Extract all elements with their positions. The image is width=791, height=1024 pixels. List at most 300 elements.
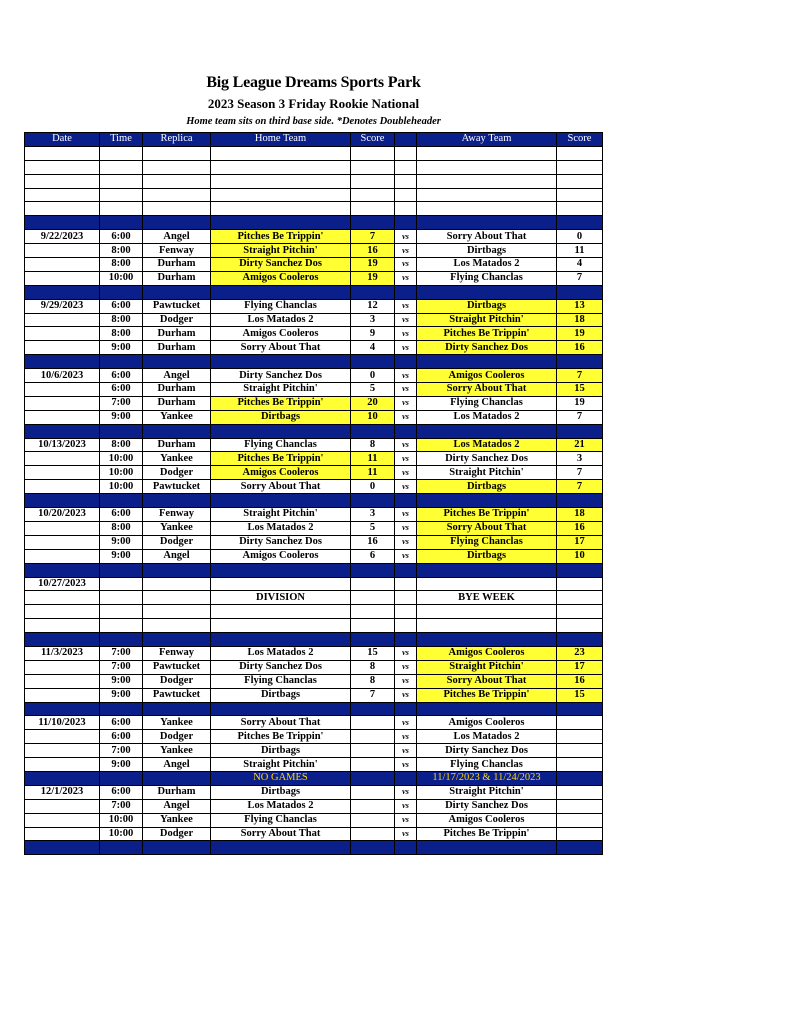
blank-cell [143,591,211,605]
away-score: 7 [557,410,603,424]
home-team: Los Matados 2 [211,799,351,813]
game-time: 8:00 [100,438,143,452]
blank-row [25,174,603,188]
game-date [25,341,100,355]
separator-cell [417,702,557,716]
game-time: 6:00 [100,785,143,799]
separator-cell [557,702,603,716]
game-time: 7:00 [100,646,143,660]
home-score: 19 [351,258,395,272]
away-team: Los Matados 2 [417,730,557,744]
col-away-score: Score [557,133,603,147]
blank-cell [100,146,143,160]
separator-cell [557,355,603,369]
home-team: Flying Chanclas [211,674,351,688]
game-date [25,758,100,772]
game-field: Durham [143,438,211,452]
game-field: Angel [143,230,211,244]
away-team: Dirty Sanchez Dos [417,452,557,466]
separator-cell [143,494,211,508]
blank-cell [351,619,395,633]
game-time: 10:00 [100,480,143,494]
away-score [557,785,603,799]
home-team: Dirtbags [211,410,351,424]
separator-cell [557,563,603,577]
vs-label: vs [395,674,417,688]
away-score: 3 [557,452,603,466]
vs-label: vs [395,549,417,563]
game-field: Yankee [143,744,211,758]
note-cell [143,771,211,785]
blank-row [25,146,603,160]
vs-label: vs [395,230,417,244]
blank-cell [351,605,395,619]
game-date [25,674,100,688]
separator-cell [143,563,211,577]
game-time: 9:00 [100,410,143,424]
home-score [351,785,395,799]
away-score: 16 [557,674,603,688]
away-score: 7 [557,480,603,494]
blank-cell [557,202,603,216]
away-score: 18 [557,313,603,327]
separator-cell [100,633,143,647]
game-row [25,744,603,758]
separator-cell [143,633,211,647]
vs-label: vs [395,327,417,341]
schedule-table [24,132,603,855]
game-row [25,369,603,383]
home-score: 19 [351,271,395,285]
home-team: Los Matados 2 [211,646,351,660]
game-field: Durham [143,271,211,285]
blank-row [25,160,603,174]
home-score: 3 [351,508,395,522]
away-team: Los Matados 2 [417,410,557,424]
separator-cell [100,563,143,577]
away-team: Flying Chanclas [417,535,557,549]
vs-label: vs [395,785,417,799]
separator-row [25,702,603,716]
away-score [557,730,603,744]
blank-row [25,619,603,633]
game-field: Yankee [143,521,211,535]
separator-cell [417,285,557,299]
blank-cell [417,605,557,619]
separator-cell [211,494,351,508]
separator-row [25,841,603,855]
away-score: 18 [557,508,603,522]
separator-cell [417,355,557,369]
game-row [25,674,603,688]
vs-label: vs [395,799,417,813]
game-time: 10:00 [100,466,143,480]
game-date [25,730,100,744]
separator-cell [143,702,211,716]
away-team: Sorry About That [417,383,557,397]
away-team: Flying Chanclas [417,396,557,410]
game-date [25,452,100,466]
blank-cell [417,146,557,160]
game-date: 9/22/2023 [25,230,100,244]
away-score: 4 [557,258,603,272]
home-score: 8 [351,660,395,674]
home-score [351,730,395,744]
blank-cell [395,146,417,160]
vs-label: vs [395,660,417,674]
note-cell [25,771,100,785]
note-cell [100,771,143,785]
game-row [25,785,603,799]
separator-cell [211,563,351,577]
separator-cell [395,355,417,369]
home-team: Sorry About That [211,716,351,730]
game-time: 6:00 [100,230,143,244]
home-score: 8 [351,674,395,688]
blank-cell [557,174,603,188]
separator-cell [395,216,417,230]
blank-cell [143,619,211,633]
separator-cell [100,285,143,299]
home-score: 15 [351,646,395,660]
game-time: 8:00 [100,258,143,272]
game-field: Durham [143,383,211,397]
away-score [557,827,603,841]
separator-cell [395,841,417,855]
separator-cell [143,285,211,299]
separator-cell [211,841,351,855]
game-date: 10/20/2023 [25,508,100,522]
home-team: Dirty Sanchez Dos [211,660,351,674]
vs-label: vs [395,813,417,827]
game-time: 8:00 [100,327,143,341]
blank-row [25,188,603,202]
separator-row [25,216,603,230]
separator-row [25,563,603,577]
blank-cell [351,146,395,160]
blank-cell [351,174,395,188]
game-date: 10/6/2023 [25,369,100,383]
game-date [25,535,100,549]
separator-cell [557,633,603,647]
page-title: Big League Dreams Sports Park [206,74,421,91]
blank-cell [25,605,100,619]
away-score: 10 [557,549,603,563]
game-date [25,327,100,341]
home-team: Flying Chanclas [211,299,351,313]
away-team: Amigos Cooleros [417,646,557,660]
blank-cell [351,591,395,605]
away-team: Dirtbags [417,480,557,494]
game-date [25,521,100,535]
vs-label: vs [395,535,417,549]
game-field: Fenway [143,244,211,258]
away-score [557,744,603,758]
blank-cell [557,160,603,174]
blank-cell [417,202,557,216]
home-team: Sorry About That [211,827,351,841]
separator-cell [351,563,395,577]
separator-cell [100,494,143,508]
col-vs [395,133,417,147]
blank-cell [211,188,351,202]
away-team: Dirtbags [417,299,557,313]
game-field: Yankee [143,716,211,730]
away-score: 7 [557,369,603,383]
schedule-body [25,146,603,854]
home-team: Dirtbags [211,744,351,758]
game-row [25,660,603,674]
game-row [25,730,603,744]
page-note: Home team sits on third base side. *Denotes Doubleheader [186,116,441,127]
away-score: 7 [557,271,603,285]
blank-row [25,202,603,216]
separator-cell [25,841,100,855]
game-time: 6:00 [100,299,143,313]
home-score: 5 [351,521,395,535]
game-row [25,480,603,494]
blank-cell [100,605,143,619]
home-score: 10 [351,410,395,424]
vs-label: vs [395,369,417,383]
home-score: 9 [351,327,395,341]
separator-cell [351,494,395,508]
blank-cell [25,188,100,202]
game-date [25,244,100,258]
away-score: 19 [557,396,603,410]
separator-cell [557,285,603,299]
away-score: 23 [557,646,603,660]
blank-cell [143,160,211,174]
game-field: Dodger [143,466,211,480]
away-team: Dirty Sanchez Dos [417,341,557,355]
home-score: 7 [351,230,395,244]
game-row [25,244,603,258]
blank-cell [395,160,417,174]
game-row [25,813,603,827]
separator-cell [417,494,557,508]
game-time: 9:00 [100,674,143,688]
blank-cell [25,160,100,174]
game-row [25,535,603,549]
away-score: 19 [557,327,603,341]
vs-label: vs [395,396,417,410]
separator-row [25,633,603,647]
game-row [25,299,603,313]
game-date [25,396,100,410]
away-team: Dirty Sanchez Dos [417,744,557,758]
game-field: Fenway [143,508,211,522]
game-field: Dodger [143,535,211,549]
separator-cell [100,841,143,855]
blank-cell [395,605,417,619]
bye-date: 10/27/2023 [25,577,100,591]
game-date [25,688,100,702]
game-time: 9:00 [100,535,143,549]
blank-cell [395,619,417,633]
home-score: 3 [351,313,395,327]
game-date [25,258,100,272]
blank-cell [351,202,395,216]
home-score: 0 [351,480,395,494]
game-time: 8:00 [100,313,143,327]
blank-cell [557,619,603,633]
home-team: Los Matados 2 [211,313,351,327]
vs-label: vs [395,271,417,285]
home-team: Amigos Cooleros [211,466,351,480]
page-subtitle: 2023 Season 3 Friday Rookie National [207,96,420,111]
header-row [25,133,603,147]
away-score: 21 [557,438,603,452]
vs-label: vs [395,244,417,258]
vs-label: vs [395,744,417,758]
blank-cell [395,188,417,202]
home-score [351,744,395,758]
away-score: 15 [557,383,603,397]
note-cell [557,771,603,785]
home-team: Flying Chanclas [211,438,351,452]
away-score [557,813,603,827]
separator-cell [211,216,351,230]
away-team: Sorry About That [417,674,557,688]
game-date [25,827,100,841]
home-score [351,813,395,827]
separator-cell [25,424,100,438]
blank-cell [417,188,557,202]
game-time: 10:00 [100,813,143,827]
bye-row [25,577,603,591]
away-team: Dirtbags [417,244,557,258]
separator-cell [211,702,351,716]
game-date: 11/3/2023 [25,646,100,660]
game-time: 10:00 [100,827,143,841]
blank-cell [351,577,395,591]
game-field: Dodger [143,313,211,327]
game-field: Yankee [143,813,211,827]
separator-cell [395,285,417,299]
home-team: Sorry About That [211,480,351,494]
home-team: Dirtbags [211,785,351,799]
separator-cell [25,563,100,577]
separator-cell [557,494,603,508]
col-home-team: Home Team [211,133,351,147]
blank-cell [211,160,351,174]
vs-label: vs [395,299,417,313]
blank-cell [417,174,557,188]
game-field: Angel [143,549,211,563]
no-games-dates: 11/17/2023 & 11/24/2023 [417,771,557,785]
separator-row [25,424,603,438]
blank-cell [100,160,143,174]
game-field: Durham [143,396,211,410]
game-row [25,327,603,341]
blank-cell [395,202,417,216]
separator-cell [143,424,211,438]
game-time: 10:00 [100,452,143,466]
away-team: Dirtbags [417,549,557,563]
vs-label: vs [395,646,417,660]
home-team: Amigos Cooleros [211,549,351,563]
blank-cell [557,146,603,160]
separator-cell [417,216,557,230]
home-team: Dirty Sanchez Dos [211,369,351,383]
blank-cell [211,619,351,633]
note-cell [351,771,395,785]
game-field: Pawtucket [143,299,211,313]
col-replica: Replica [143,133,211,147]
game-time: 6:00 [100,730,143,744]
game-date [25,383,100,397]
game-field: Angel [143,369,211,383]
game-row [25,758,603,772]
home-team: Straight Pitchin' [211,758,351,772]
blank-cell [557,605,603,619]
game-field: Dodger [143,827,211,841]
separator-cell [100,355,143,369]
blank-cell [143,202,211,216]
bye-row [25,591,603,605]
separator-cell [395,702,417,716]
game-time: 8:00 [100,521,143,535]
separator-row [25,285,603,299]
game-field: Dodger [143,730,211,744]
separator-cell [395,424,417,438]
game-row [25,549,603,563]
game-date [25,466,100,480]
home-score: 6 [351,549,395,563]
vs-label: vs [395,383,417,397]
game-field: Durham [143,258,211,272]
home-score [351,758,395,772]
separator-cell [211,355,351,369]
away-team: Sorry About That [417,230,557,244]
separator-cell [417,424,557,438]
away-team: Pitches Be Trippin' [417,508,557,522]
blank-cell [417,619,557,633]
game-row [25,521,603,535]
separator-cell [25,355,100,369]
game-time: 6:00 [100,383,143,397]
game-time: 9:00 [100,341,143,355]
separator-cell [351,216,395,230]
separator-row [25,355,603,369]
game-row [25,396,603,410]
away-team: Pitches Be Trippin' [417,827,557,841]
home-team: Flying Chanclas [211,813,351,827]
game-field: Pawtucket [143,480,211,494]
game-row [25,410,603,424]
blank-cell [143,146,211,160]
game-row [25,827,603,841]
blank-cell [417,577,557,591]
game-row [25,452,603,466]
separator-cell [143,216,211,230]
blank-cell [100,188,143,202]
vs-label: vs [395,688,417,702]
game-date [25,813,100,827]
separator-cell [417,841,557,855]
col-home-score: Score [351,133,395,147]
away-team: Pitches Be Trippin' [417,327,557,341]
game-date: 11/10/2023 [25,716,100,730]
home-team: Straight Pitchin' [211,508,351,522]
vs-label: vs [395,466,417,480]
away-team: Straight Pitchin' [417,466,557,480]
home-score [351,716,395,730]
blank-cell [143,188,211,202]
separator-cell [143,355,211,369]
game-time: 6:00 [100,508,143,522]
